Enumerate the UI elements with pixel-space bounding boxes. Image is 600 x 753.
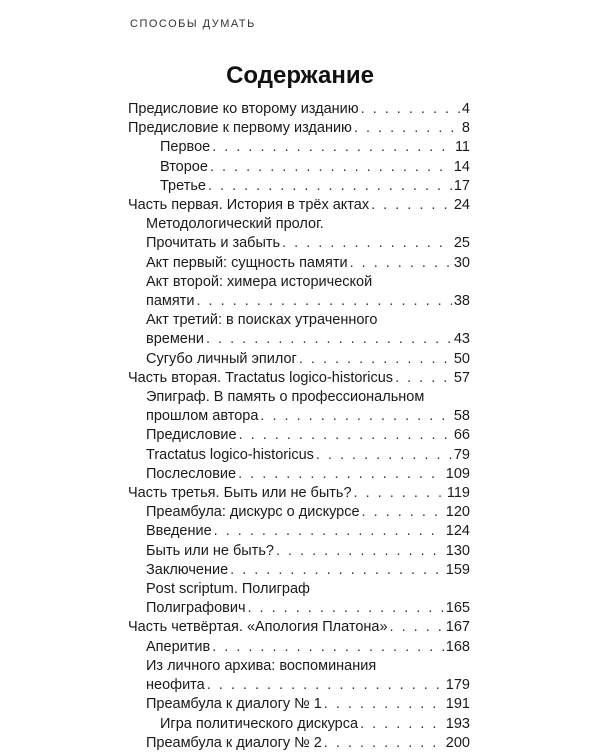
toc-page-number: 43 [453,331,470,348]
dot-leader [212,138,453,157]
toc-page-number: 191 [445,696,470,713]
dot-leader [390,618,444,637]
toc-entry [128,311,470,349]
toc-entry-title: Часть вторая. Tractatus logico-historicus [128,369,394,386]
toc-entry-title-line: Методологический пролог. [146,216,324,233]
toc-entry-title: Послесловие [146,465,237,482]
toc-page-number: 168 [445,638,470,655]
toc-page-number: 17 [453,177,470,194]
toc-entry [128,561,470,580]
toc-entry-title: прошлом автора [146,408,259,425]
dot-leader [196,292,451,311]
toc-entry [128,503,470,522]
dot-leader [208,177,452,196]
toc-entry-title: Первое [160,139,211,156]
toc-entry [128,254,470,273]
toc-entry [128,369,470,388]
toc-page-number: 130 [445,542,470,559]
toc-entry [128,350,470,369]
toc-entry-title: Преамбула к диалогу № 1 [146,696,322,713]
dot-leader [248,599,444,618]
toc-page-number: 11 [454,139,470,156]
toc-entry-title: времени [146,331,204,348]
toc-entry [128,119,470,138]
toc-entry-title: Предисловие [146,427,237,444]
toc-entry-title: Преамбула: дискурс о дискурсе [146,504,360,521]
dot-leader [324,695,444,714]
toc-entry [128,657,470,695]
toc-entry-title: Введение [146,523,212,540]
dot-leader [239,426,452,445]
dot-leader [210,158,452,177]
toc-page-number: 159 [445,561,470,578]
toc-entry-title: памяти [146,293,195,310]
toc-entry-title-line: Из личного архива: воспоминания [146,657,377,674]
dot-leader [324,734,444,753]
toc-page-number: 24 [453,197,470,214]
toc-entry-title: Заключение [146,561,229,578]
toc-entry-title: Третье [160,177,206,194]
toc-entry-title: Tractatus logico-historicus [146,446,314,463]
toc-page-number: 167 [445,619,470,636]
dot-leader [260,407,451,426]
toc-entry [128,138,470,157]
toc-entry [128,446,470,465]
dot-leader [207,676,444,695]
toc-entry [128,618,470,637]
running-head: СПОСОБЫ ДУМАТЬ [130,18,256,30]
toc-page-number: 179 [445,677,470,694]
toc-page-number: 4 [461,101,470,117]
toc-page-number: 58 [453,408,470,425]
table-of-contents [128,100,470,753]
dot-leader [212,638,444,657]
toc-entry [128,734,470,753]
toc-entry [128,638,470,657]
toc-entry [128,522,470,541]
toc-entry-title: Преамбула к диалогу № 2 [146,734,322,751]
toc-page-number: 193 [445,715,470,732]
toc-entry-title: Часть четвёртая. «Апология Платона» [128,619,388,636]
toc-entry-title: Предисловие ко второму изданию [128,101,359,117]
toc-entry-title: Акт первый: сущность памяти [146,254,348,271]
toc-entry [128,273,470,311]
toc-page-number: 25 [453,235,470,252]
toc-entry-title: Игра политического дискурса [160,715,359,732]
toc-page-number: 8 [461,120,470,137]
toc-entry-title: Сугубо личный эпилог [146,350,297,367]
toc-entry-title: неофита [146,677,205,694]
toc-entry-title-line: Эпиграф. В память о профессиональном [146,389,425,406]
dot-leader [299,350,452,369]
toc-entry-title: Быть или не быть? [146,542,274,559]
dot-leader [354,484,445,503]
toc-page-number: 79 [453,446,470,463]
toc-entry [128,465,470,484]
dot-leader [230,561,444,580]
dot-leader [276,542,444,561]
toc-page-number: 165 [445,600,470,617]
toc-entry-title: Прочитать и забыть [146,235,281,252]
dot-leader [354,119,460,138]
dot-leader [282,234,452,253]
dot-leader [360,715,444,734]
dot-leader [361,100,460,119]
dot-leader [362,503,444,522]
toc-entry [128,100,470,119]
toc-entry-title: Часть первая. История в трёх актах [128,197,370,214]
toc-entry [128,196,470,215]
toc-entry [128,484,470,503]
toc-entry [128,715,470,734]
toc-entry [128,426,470,445]
toc-entry [128,695,470,714]
dot-leader [206,330,452,349]
toc-entry [128,388,470,426]
toc-page-number: 50 [453,350,470,367]
toc-entry-title-line: Акт второй: химера исторической [146,273,373,290]
dot-leader [214,522,444,541]
toc-page-number: 57 [453,369,470,386]
toc-entry [128,542,470,561]
toc-page-number: 66 [453,427,470,444]
dot-leader [316,446,452,465]
toc-entry-title-line: Post scriptum. Полиграф [146,581,310,598]
toc-page-number: 124 [445,523,470,540]
toc-page-number: 109 [445,465,470,482]
toc-entry [128,215,470,253]
toc-page-number: 30 [453,254,470,271]
toc-entry [128,177,470,196]
toc-page-number: 200 [445,734,470,751]
toc-entry-title-line: Акт третий: в поисках утраченного [146,312,378,329]
toc-entry [128,580,470,618]
dot-leader [350,254,452,273]
page-title: Содержание [226,62,374,89]
toc-entry-title: Часть третья. Быть или не быть? [128,485,352,502]
toc-entry-title: Полиграфович [146,600,246,617]
toc-page-number: 120 [445,504,470,521]
dot-leader [238,465,444,484]
toc-page-number: 119 [446,485,470,502]
toc-entry-title: Предисловие к первому изданию [128,120,352,137]
dot-leader [395,369,452,388]
toc-page-number: 38 [453,293,470,310]
toc-entry [128,158,470,177]
toc-entry-title: Второе [160,158,208,175]
toc-entry-title: Аперитив [146,638,211,655]
dot-leader [371,196,452,215]
toc-page-number: 14 [453,158,470,175]
